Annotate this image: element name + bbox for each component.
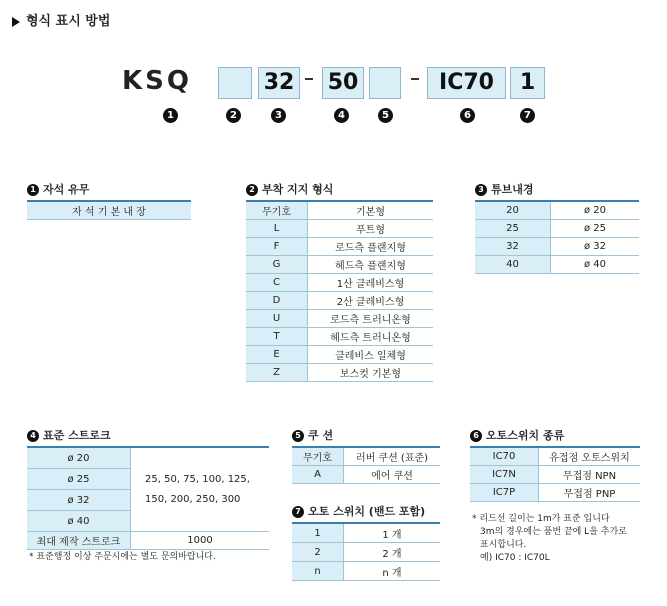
code-box-5 <box>369 67 401 99</box>
marker-5: 5 <box>378 108 393 123</box>
table-row: 40 ø 40 <box>475 256 639 274</box>
section-2-heading: 2 부착 지지 형식 <box>246 181 333 197</box>
table-row: ø 32 <box>27 490 269 511</box>
code-box-4 <box>322 67 364 99</box>
marker-6: 6 <box>460 108 475 123</box>
marker-1: 1 <box>163 108 178 123</box>
section-4-heading: 4 표준 스트로크 <box>27 427 111 443</box>
table-row: U 로드측 트러니온형 <box>246 310 433 328</box>
table-row: 2 2 개 <box>292 543 440 562</box>
section-6-heading: 6 오토스위치 종류 <box>470 427 564 443</box>
table-row: IC7N 무접점 NPN <box>470 466 640 484</box>
code-box-7 <box>510 67 545 99</box>
table-row: 1 1 개 <box>292 523 440 543</box>
title-text: 형식 표시 방법 <box>26 14 111 29</box>
stroke-values: 25, 50, 75, 100, 125, 150, 200, 250, 300 <box>131 447 270 532</box>
table-cell: 자 석 기 본 내 장 <box>27 201 191 220</box>
magnet-table <box>27 200 191 220</box>
table-row: D 2산 클레비스형 <box>246 292 433 310</box>
table-row: 25 ø 25 <box>475 220 639 238</box>
table-row: 무기호 기본형 <box>246 201 433 220</box>
section-7-heading: 7 오토 스위치 (밴드 포함) <box>292 503 425 519</box>
table-row: C 1산 클레비스형 <box>246 274 433 292</box>
dash-separator <box>411 78 419 80</box>
marker-7: 7 <box>520 108 535 123</box>
mounting-table <box>246 200 433 382</box>
code-stroke: 50 <box>327 70 359 95</box>
table-row: G 헤드측 플랜지형 <box>246 256 433 274</box>
table-row: E 클레비스 일체형 <box>246 346 433 364</box>
table-row: IC70 유접점 오토스위치 <box>470 447 640 466</box>
table-row: 32 ø 32 <box>475 238 639 256</box>
table-row: n n 개 <box>292 562 440 581</box>
table-row: T 헤드측 트러니온형 <box>246 328 433 346</box>
stroke-table <box>27 446 269 550</box>
table-row: Z 보스컷 기본형 <box>246 364 433 382</box>
table-row: ø 25 <box>27 469 269 490</box>
code-box-2 <box>218 67 252 99</box>
table-row: ø 40 <box>27 511 269 532</box>
section-3-heading: 3 튜브내경 <box>475 181 534 197</box>
dash-separator <box>305 78 313 80</box>
table-row: IC7P 무접점 PNP <box>470 484 640 502</box>
stroke-note: * 표준행정 이상 주문시에는 별도 문의바랍니다. <box>29 552 216 562</box>
triangle-bullet-icon <box>12 17 20 27</box>
model-prefix: KSQ <box>122 66 192 96</box>
marker-4: 4 <box>334 108 349 123</box>
table-row: L 푸트형 <box>246 220 433 238</box>
switch-qty-table <box>292 522 440 581</box>
code-qty: 1 <box>519 70 536 95</box>
cushion-table <box>292 446 440 484</box>
lead-wire-note: * 리드선 길이는 1m가 표준 입니다 3m의 경우에는 품번 끝에 L을 추가로 표시합니다. 예) IC70 : IC70L <box>472 514 627 563</box>
table-row: ø 20 25, 50, 75, 100, 125, 150, 200, 250, 300 <box>27 447 269 469</box>
table-row: 20 ø 20 <box>475 201 639 220</box>
table-row: 무기호 러버 쿠션 (표준) <box>292 447 440 466</box>
code-bore: 32 <box>263 70 295 95</box>
marker-2: 2 <box>226 108 241 123</box>
code-switch: IC70 <box>439 70 494 95</box>
table-row: F 로드측 플랜지형 <box>246 238 433 256</box>
page-title <box>12 10 110 29</box>
table-row: A 에어 쿠션 <box>292 466 440 484</box>
switch-type-table <box>470 446 640 502</box>
table-row: 최대 제작 스트로크 1000 <box>27 532 269 550</box>
bore-table <box>475 200 639 274</box>
code-box-3 <box>258 67 300 99</box>
code-box-6 <box>427 67 506 99</box>
section-5-heading: 5 쿠 션 <box>292 427 333 443</box>
section-1-heading: 1 자석 유무 <box>27 181 89 197</box>
marker-3: 3 <box>271 108 286 123</box>
